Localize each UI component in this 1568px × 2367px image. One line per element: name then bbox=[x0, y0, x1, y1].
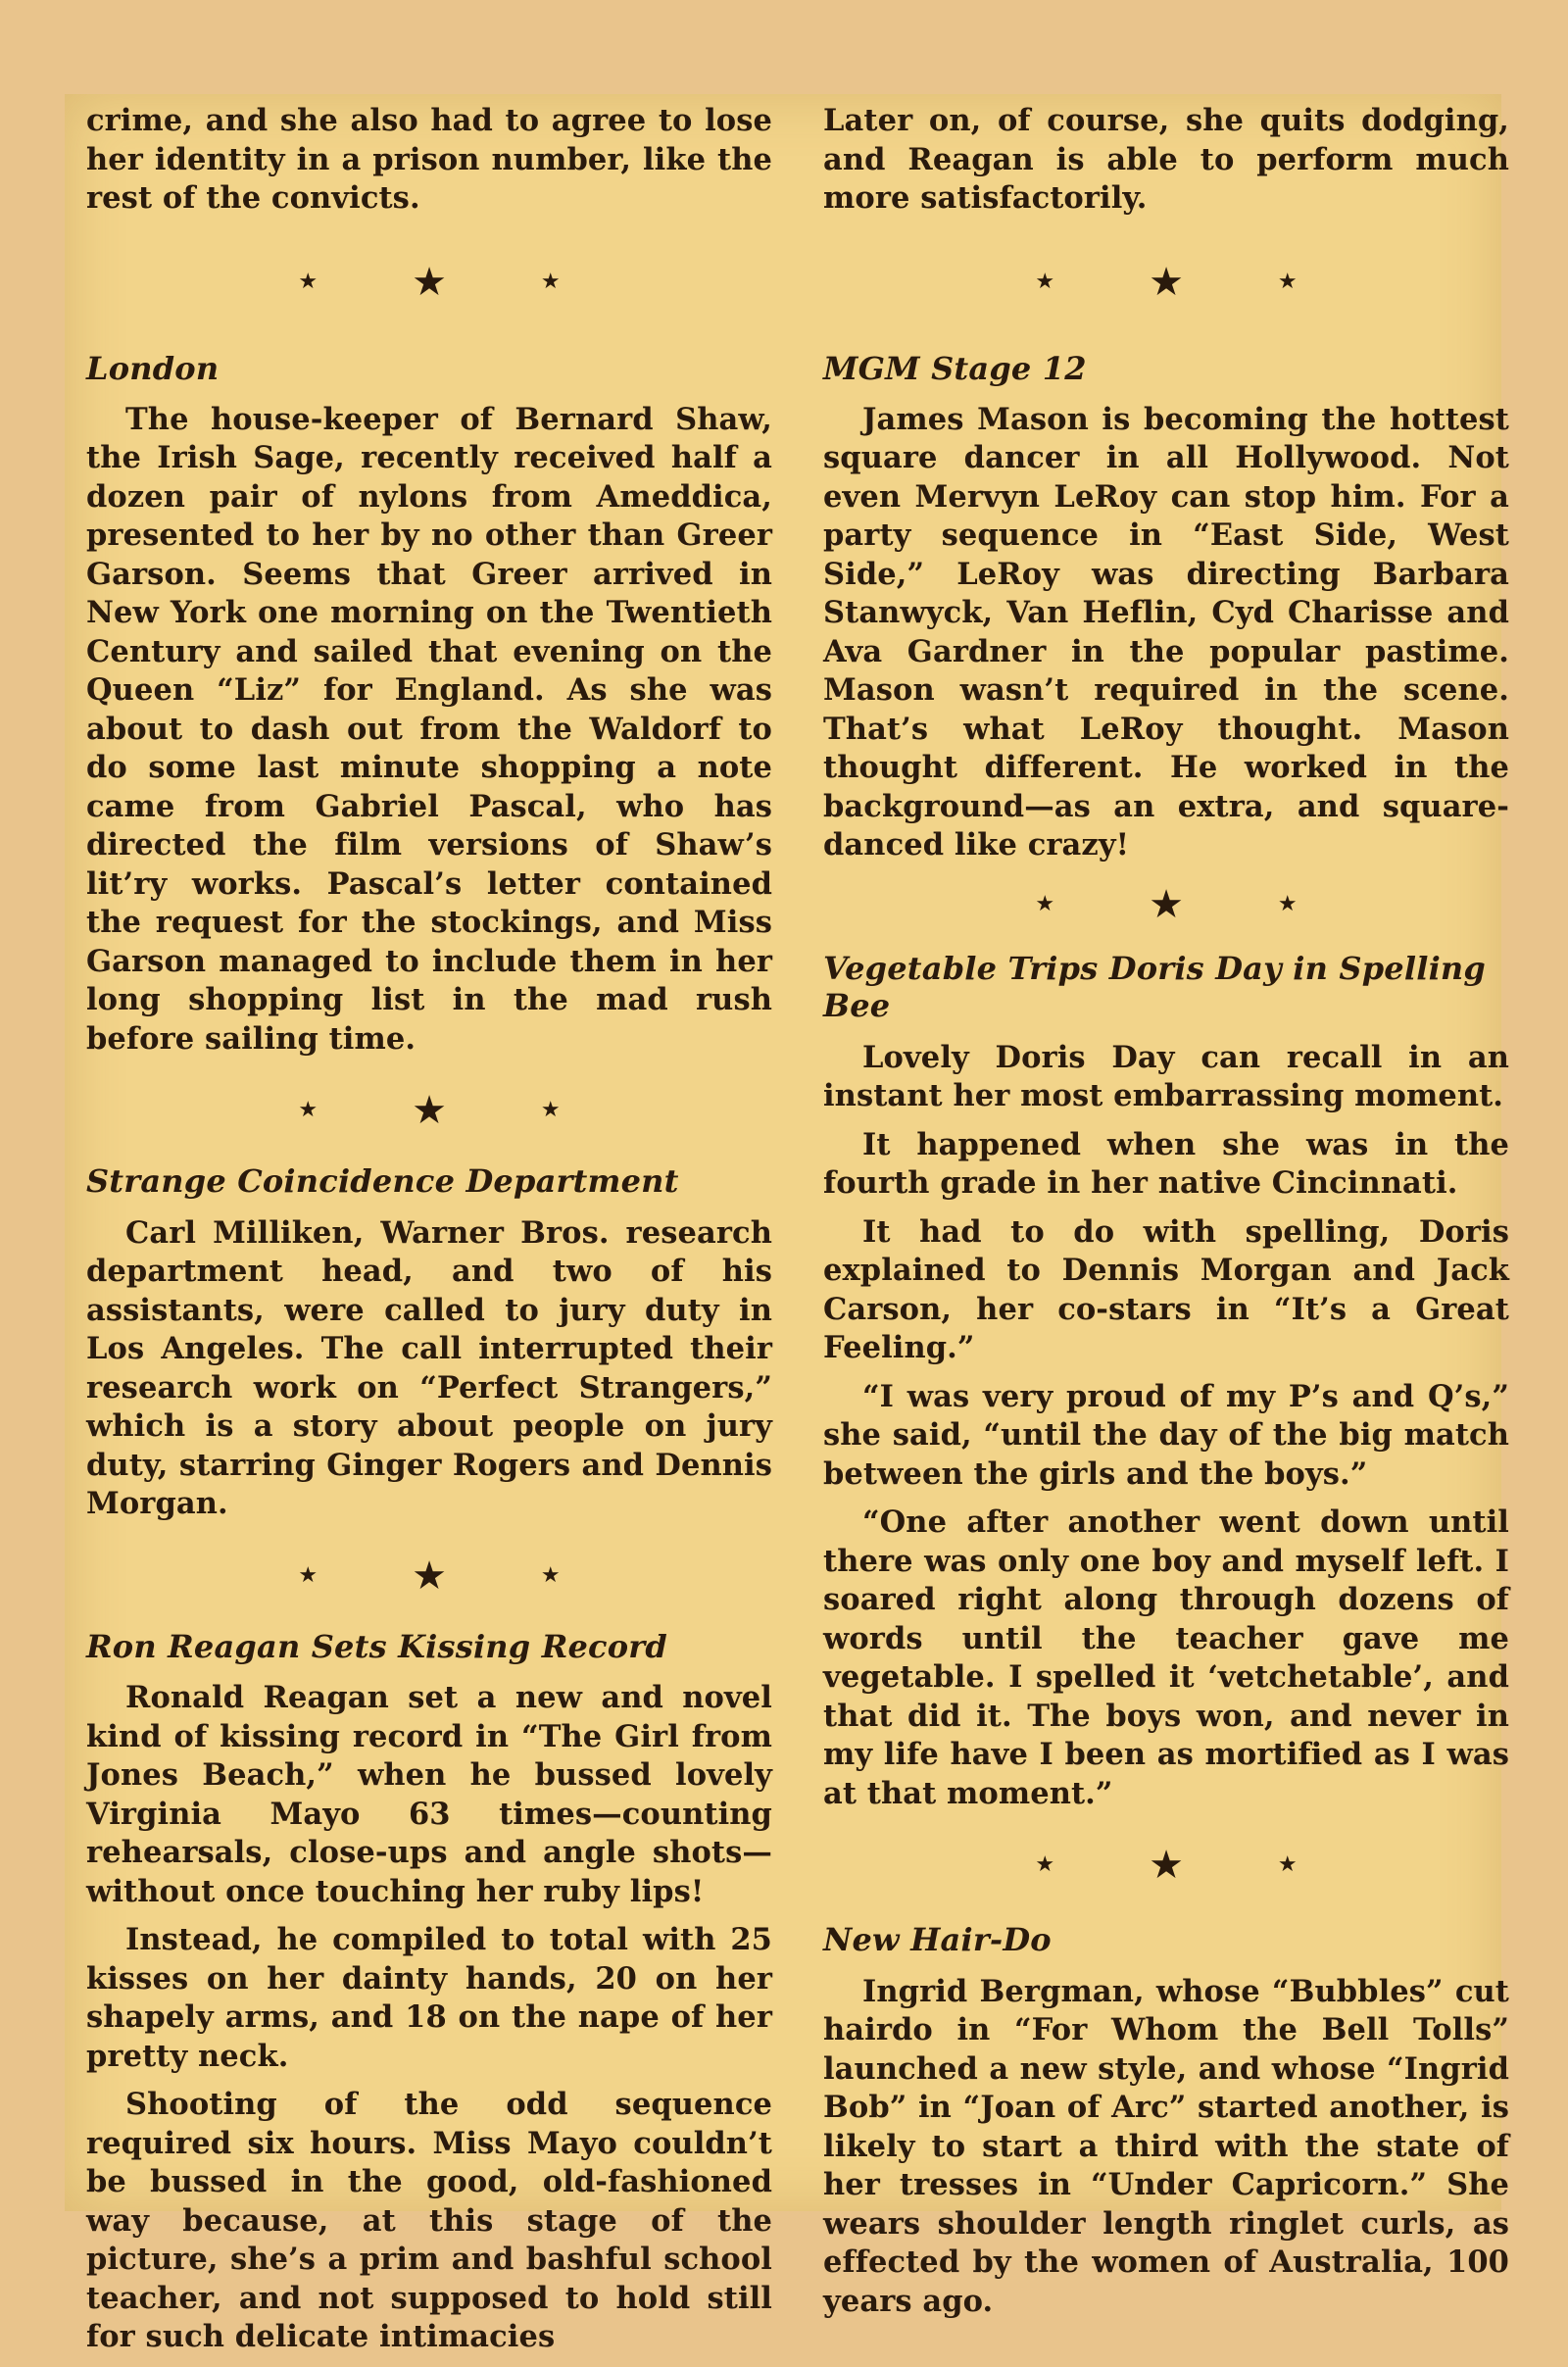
small-star-icon: ★ bbox=[1277, 1852, 1298, 1878]
reagan-heading: Ron Reagan Sets Kissing Record bbox=[86, 1627, 667, 1665]
right-intro-paragraph: Later on, of course, she quits dodging, and Reagan is able to perform much more satisfactorily. bbox=[823, 103, 1509, 216]
hairdo-paragraph: Ingrid Bergman, whose “Bubbles” cut hairdo in “For Whom the Bell Tolls” launched a new style, and whose “Ingrid Bob” in “Joan of Arc” started another, is likely to start a third with the state of her tresses in “Under Capricorn.” She wears shoulder length ringlet curls, as effected by the women of Australia, 100 years ago. bbox=[823, 1973, 1509, 2319]
small-star-icon: ★ bbox=[1035, 1852, 1055, 1878]
small-star-icon: ★ bbox=[298, 1098, 318, 1123]
reagan-paragraph: Instead, he compiled to total with 25 kisses on her dainty hands, 20 on her shapely arms, and 18 on the nape of her pretty neck. bbox=[86, 1922, 772, 2074]
small-star-icon: ★ bbox=[1277, 891, 1298, 916]
small-star-icon: ★ bbox=[540, 269, 561, 294]
left-column bbox=[86, 102, 772, 2367]
small-star-icon: ★ bbox=[1035, 269, 1055, 294]
big-star-icon: ★ bbox=[1149, 1843, 1184, 1889]
big-star-icon: ★ bbox=[412, 1553, 447, 1599]
right-column bbox=[823, 102, 1509, 2331]
big-star-icon: ★ bbox=[1149, 881, 1184, 927]
star-divider bbox=[86, 1068, 772, 1153]
mgm-paragraph: James Mason is becoming the hottest square dancer in all Hollywood. Not even Mervyn LeRoy can stop him. For a party sequence in “East Side, West Side,” LeRoy was directing Barbara Stanwyck, Van Heflin, Cyd Charisse and Ava Gardner in the popular pastime. Mason wasn’t required in the scene. That’s what LeRoy thought. Mason thought different. He worked in the background—as an extra, and square-danced like crazy! bbox=[823, 401, 1509, 863]
coincidence-heading: Strange Coincidence Department bbox=[86, 1162, 679, 1201]
small-star-icon: ★ bbox=[1277, 269, 1298, 294]
star-divider bbox=[823, 228, 1509, 336]
reagan-paragraph: Ronald Reagan set a new and novel kind of kissing record in “The Girl from Jones Beach,” when he bussed lovely Virginia Mayo 63 times—counting rehearsals, close-ups and angle shots—without once touching her ruby lips! bbox=[86, 1680, 772, 1909]
doris-paragraph: “One after another went down until there was only one boy and myself left. I soared right along through dozens of words until the teacher gave me vegetable. I spelled it ‘vetchetable’, and that did it. The boys won, and never in my life have I been as mortified as I was at that moment.” bbox=[823, 1504, 1509, 1811]
star-divider bbox=[823, 1823, 1509, 1907]
small-star-icon: ★ bbox=[1035, 891, 1055, 916]
star-divider bbox=[86, 1534, 772, 1618]
doris-paragraph: “I was very proud of my P’s and Q’s,” she said, “until the day of the big match between the girls and the boys.” bbox=[823, 1378, 1509, 1492]
coincidence-paragraph: Carl Milliken, Warner Bros. research department head, and two of his assistants, were called to jury duty in Los Angeles. The call interrupted their research work on “Perfect Strangers,” which is a story about people on jury duty, starring Ginger Rogers and Dennis Morgan. bbox=[86, 1214, 772, 1522]
big-star-icon: ★ bbox=[1149, 259, 1184, 305]
small-star-icon: ★ bbox=[540, 1098, 561, 1123]
small-star-icon: ★ bbox=[540, 1562, 561, 1588]
doris-heading: Vegetable Trips Doris Day in Spelling Bee bbox=[823, 949, 1486, 1025]
reagan-paragraph: Shooting of the odd sequence required six hours. Miss Mayo couldn’t be bussed in the good, old-fashioned way because, at this stage of the picture, she’s a prim and bashful school teacher, and not supposed to hold still for such delicate intimacies bbox=[86, 2087, 772, 2355]
london-heading: London bbox=[86, 349, 220, 387]
small-star-icon: ★ bbox=[298, 269, 318, 294]
star-divider bbox=[823, 875, 1509, 934]
doris-paragraph: Lovely Doris Day can recall in an instant her most embarrassing moment. bbox=[823, 1039, 1509, 1114]
doris-paragraph: It had to do with spelling, Doris explained to Dennis Morgan and Jack Carson, her co-stars in “It’s a Great Feeling.” bbox=[823, 1213, 1509, 1366]
hairdo-heading: New Hair-Do bbox=[823, 1921, 1052, 1959]
london-paragraph: The house-keeper of Bernard Shaw, the Irish Sage, recently received half a dozen pair of nylons from Ameddica, presented to her by no other than Greer Garson. Seems that Greer arrived in New York one morning on the Twentieth Century and sailed that evening on the Queen “Liz” for England. As she was about to dash out from the Waldorf to do some last minute shopping a note came from Gabriel Pascal, who has directed the film versions of Shaw’s lit’ry works. Pascal’s letter contained the request for the stockings, and Miss Garson managed to include them in her long shopping list in the mad rush before sailing time. bbox=[86, 401, 772, 1057]
doris-paragraph: It happened when she was in the fourth grade in her native Cincinnati. bbox=[823, 1126, 1509, 1202]
star-divider bbox=[86, 228, 772, 336]
big-star-icon: ★ bbox=[412, 1088, 447, 1134]
mgm-heading: MGM Stage 12 bbox=[823, 349, 1087, 387]
small-star-icon: ★ bbox=[298, 1562, 318, 1588]
big-star-icon: ★ bbox=[412, 259, 447, 305]
left-intro-paragraph: crime, and she also had to agree to lose her identity in a prison number, like the rest of the convicts. bbox=[86, 103, 772, 216]
